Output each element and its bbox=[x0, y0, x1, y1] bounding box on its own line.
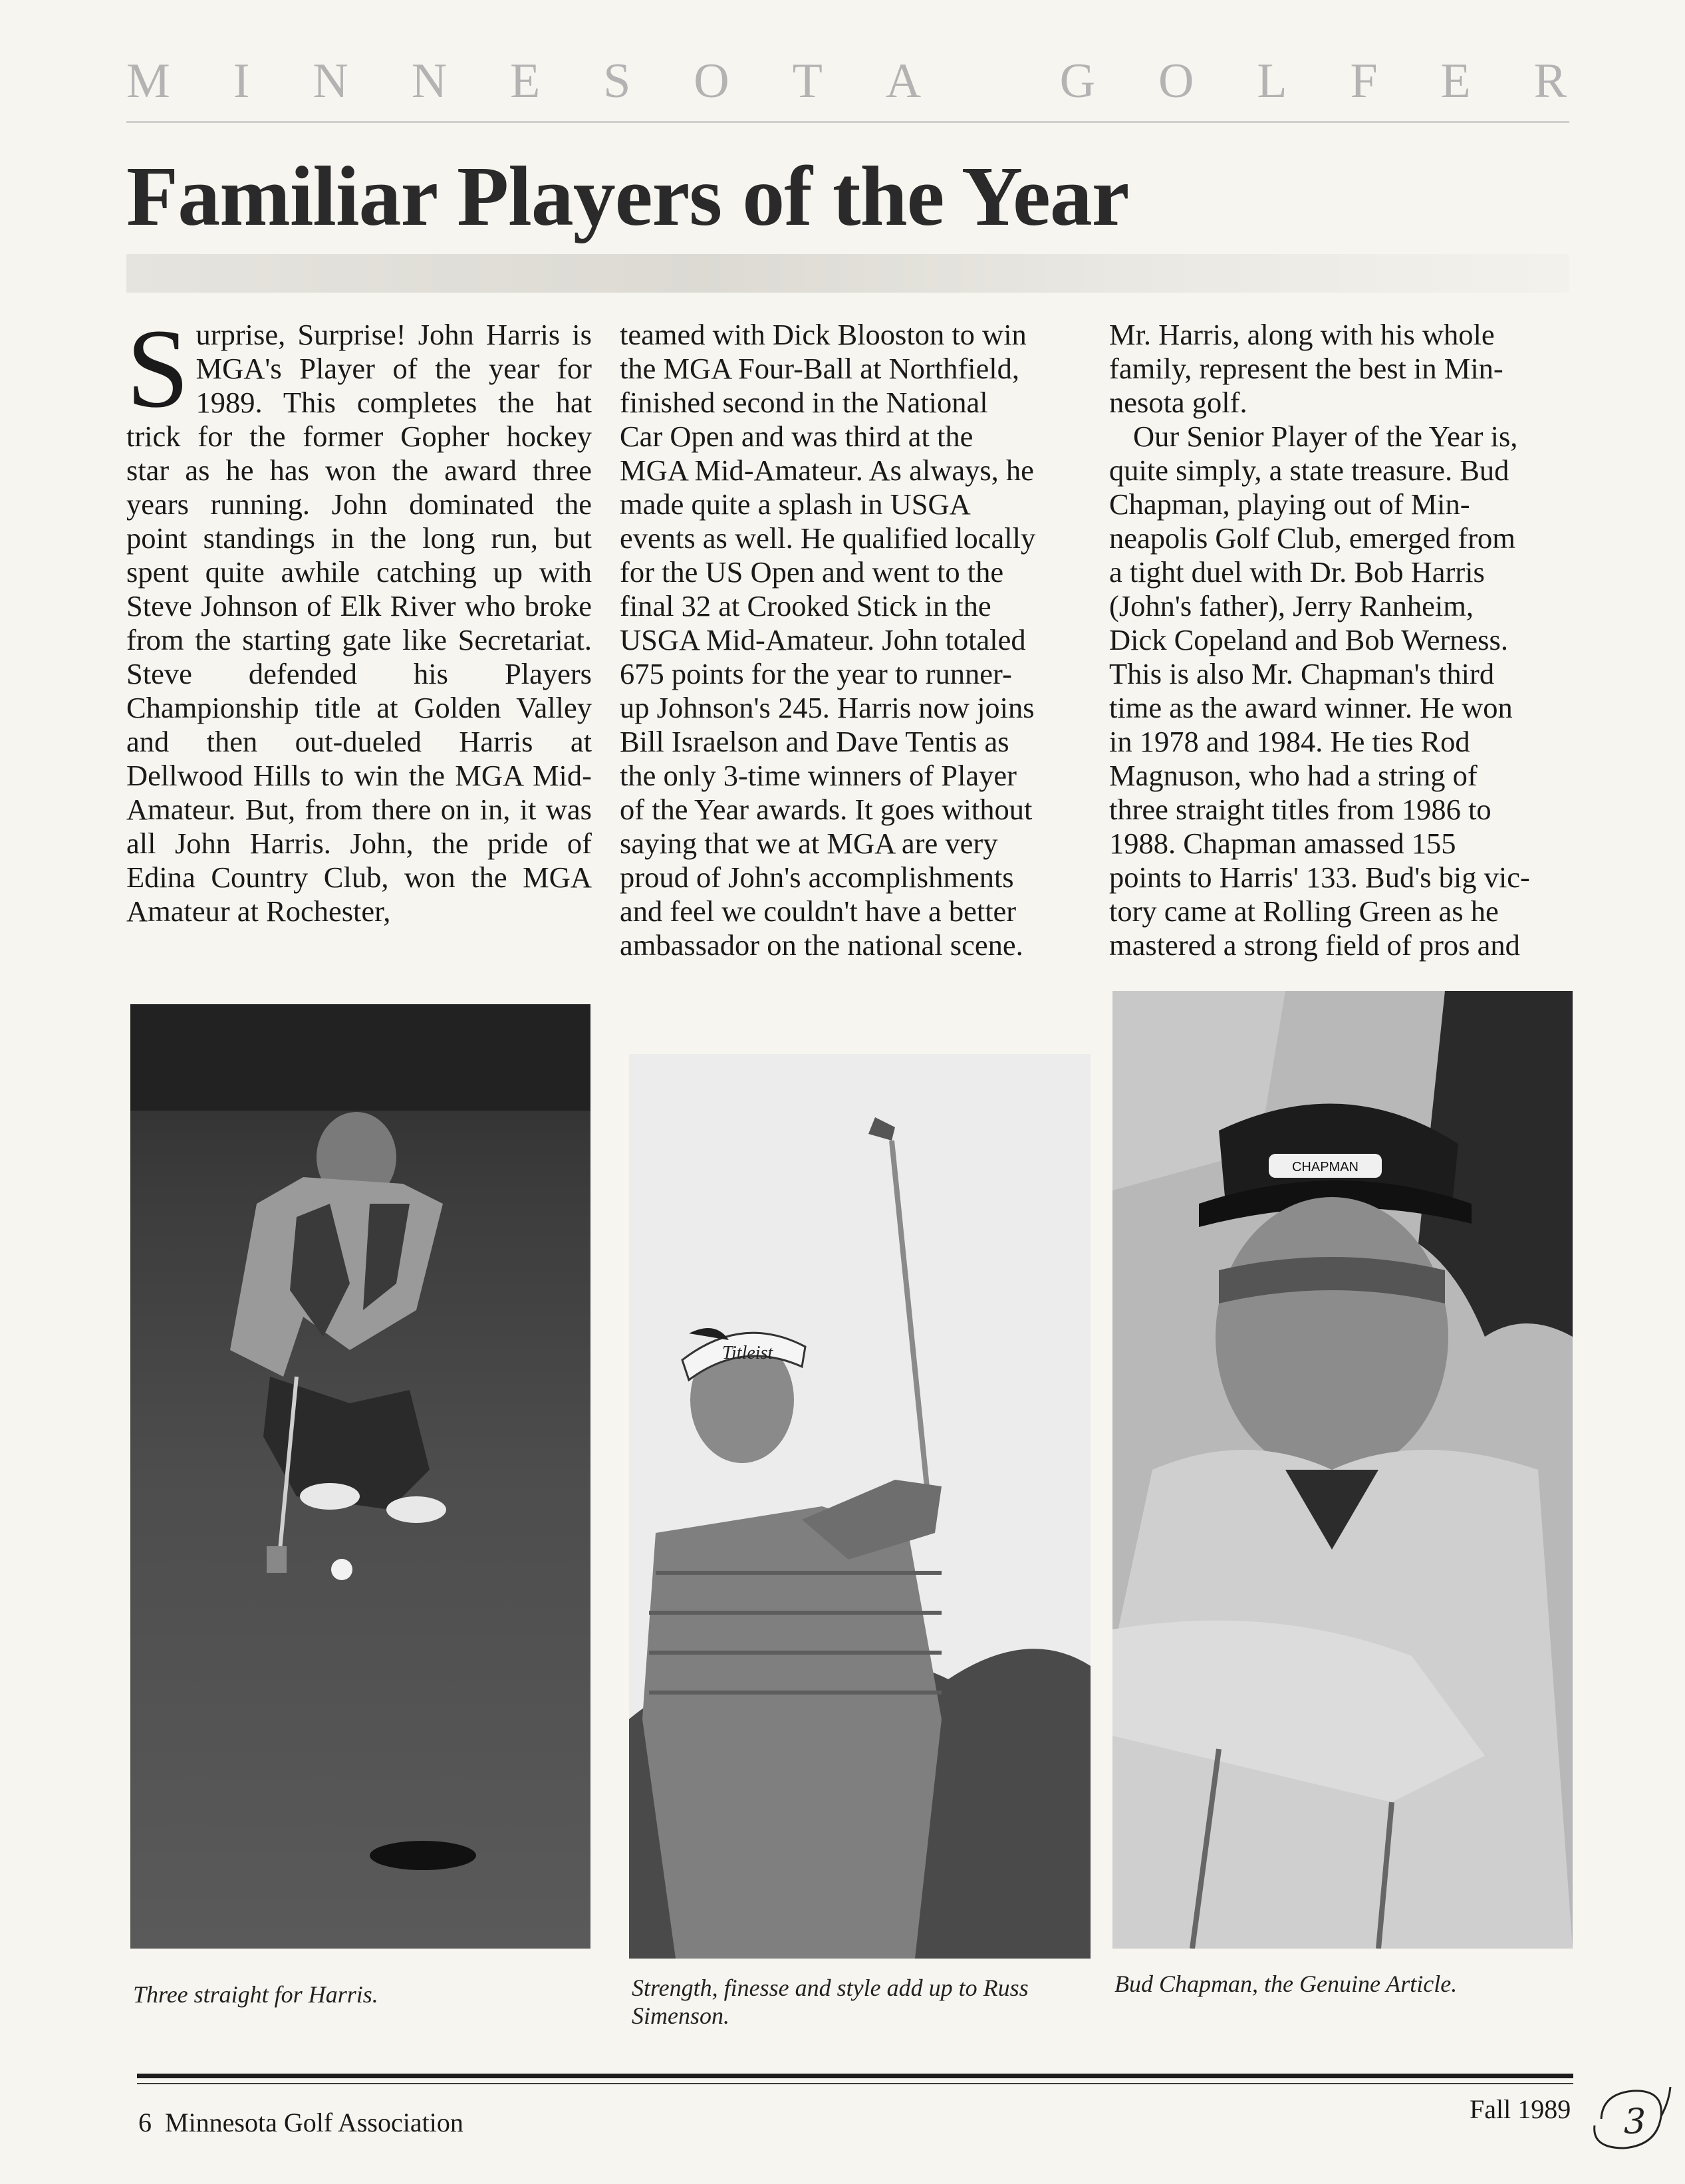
text-line: points to Harris' 133. Bud's big vic- bbox=[1109, 861, 1530, 894]
text-line: Mr. Harris, along with his whole bbox=[1109, 318, 1495, 351]
column-1-text: urprise, Surprise! John Harris is MGA's Player of the year for 1989. This completes the hat trick for the former Gopher hockey star as he has won the award three years running. John dominated the point standings in the long run, but spent quite awhile catching up with Steve Johnson of Elk River who broke from the starting gate like Secretariat. Steve defended his Players Championship title at Golden Valley and then out-dueled Harris at Dellwood Hills to win the MGA Mid-Amateur. But, from there on in, it was all John Harris. John, the pride of Edina Country Club, won the MGA Amateur at Rochester, bbox=[126, 318, 592, 928]
text-line: MGA Mid-Amateur. As always, he bbox=[620, 454, 1034, 487]
visor-text: Titleist bbox=[722, 1343, 773, 1363]
masthead-letter: F bbox=[1350, 54, 1380, 108]
article-column-3 bbox=[1109, 318, 1575, 962]
cap-text: CHAPMAN bbox=[1291, 1160, 1359, 1174]
article-headline: Familiar Players of the Year bbox=[126, 149, 1129, 243]
masthead-letter: I bbox=[233, 54, 253, 108]
text-line: time as the award winner. He won bbox=[1109, 691, 1513, 724]
masthead-letter: O bbox=[1158, 54, 1197, 108]
masthead-letter: E bbox=[510, 54, 543, 108]
page-number: 6 bbox=[138, 2108, 152, 2137]
text-line: final 32 at Crooked Stick in the bbox=[620, 589, 991, 622]
masthead bbox=[126, 53, 1569, 110]
masthead-letter: N bbox=[313, 54, 351, 108]
footer-folio bbox=[138, 2107, 463, 2138]
text-line: in 1978 and 1984. He ties Rod bbox=[1109, 725, 1470, 758]
text-line: the only 3-time winners of Player bbox=[620, 759, 1017, 792]
text-line: finished second in the National bbox=[620, 386, 988, 419]
golfer-putting-photo bbox=[130, 1004, 590, 1949]
text-line: the MGA Four-Ball at Northfield, bbox=[620, 352, 1020, 385]
text-line: tory came at Rolling Green as he bbox=[1109, 894, 1499, 928]
headline-shaded-band bbox=[126, 254, 1569, 293]
masthead-letter: S bbox=[603, 54, 634, 108]
footer-rule-thick bbox=[137, 2074, 1573, 2078]
masthead-letter: L bbox=[1257, 54, 1290, 108]
text-line: This is also Mr. Chapman's third bbox=[1109, 657, 1495, 690]
photo-caption: Bud Chapman, the Genuine Article. bbox=[1114, 1971, 1458, 1997]
golfer-swinging-photo bbox=[629, 1054, 1091, 1959]
senior-golfer-portrait-photo bbox=[1112, 991, 1573, 1949]
text-line: proud of John's accomplishments bbox=[620, 861, 1014, 894]
text-line: Car Open and was third at the bbox=[620, 420, 973, 453]
masthead-letter: N bbox=[411, 54, 450, 108]
footer-rule-thin bbox=[137, 2083, 1573, 2084]
text-line: Chapman, playing out of Min- bbox=[1109, 487, 1470, 521]
paragraph-start: Our Senior Player of the Year is, bbox=[1133, 420, 1518, 453]
masthead-letter: O bbox=[694, 54, 732, 108]
text-line: USGA Mid-Amateur. John totaled bbox=[620, 623, 1026, 656]
masthead-divider bbox=[126, 121, 1569, 123]
text-line: nesota golf. bbox=[1109, 386, 1247, 419]
masthead-letter: A bbox=[885, 54, 924, 108]
photo-caption: Strength, finesse and style add up to Russ Simenson. bbox=[632, 1975, 1029, 2029]
text-line: three straight titles from 1986 to bbox=[1109, 793, 1491, 826]
text-line: events as well. He qualified locally bbox=[620, 521, 1036, 555]
text-line: ambassador on the national scene. bbox=[620, 928, 1023, 962]
text-line: 675 points for the year to runner- bbox=[620, 657, 1012, 690]
masthead-letter: R bbox=[1533, 54, 1569, 108]
text-line: neapolis Golf Club, emerged from bbox=[1109, 521, 1515, 555]
masthead-letter: E bbox=[1440, 54, 1474, 108]
text-line: Bill Israelson and Dave Tentis as bbox=[620, 725, 1009, 758]
text-line: made quite a splash in USGA bbox=[620, 487, 971, 521]
text-line: 1988. Chapman amassed 155 bbox=[1109, 827, 1456, 860]
text-line: for the US Open and went to the bbox=[620, 555, 1004, 589]
text-line: quite simply, a state treasure. Bud bbox=[1109, 454, 1509, 487]
article-column-2 bbox=[620, 318, 1085, 962]
text-line: (John's father), Jerry Ranheim, bbox=[1109, 589, 1474, 622]
masthead-spacer bbox=[984, 53, 999, 110]
article-column-1 bbox=[126, 306, 592, 928]
text-line: a tight duel with Dr. Bob Harris bbox=[1109, 555, 1485, 589]
text-line: and feel we couldn't have a better bbox=[620, 894, 1017, 928]
text-line: mastered a strong field of pros and bbox=[1109, 928, 1520, 962]
handwritten-page-mark bbox=[1583, 2082, 1676, 2156]
masthead-letter: G bbox=[1059, 54, 1099, 108]
text-line: of the Year awards. It goes without bbox=[620, 793, 1033, 826]
masthead-letter: T bbox=[792, 54, 825, 108]
text-line: Magnuson, who had a string of bbox=[1109, 759, 1478, 792]
text-line: saying that we at MGA are very bbox=[620, 827, 998, 860]
text-line bbox=[1109, 420, 1575, 454]
issue-date: Fall 1989 bbox=[1470, 2094, 1571, 2124]
publisher-name: Minnesota Golf Association bbox=[165, 2108, 463, 2137]
masthead-letter: M bbox=[126, 54, 173, 108]
text-line: Dick Copeland and Bob Werness. bbox=[1109, 623, 1508, 656]
text-line: family, represent the best in Min- bbox=[1109, 352, 1503, 385]
text-line: teamed with Dick Blooston to win bbox=[620, 318, 1027, 351]
photo-caption: Three straight for Harris. bbox=[133, 1981, 378, 2008]
drop-cap: S bbox=[126, 306, 190, 431]
text-line: up Johnson's 245. Harris now joins bbox=[620, 691, 1035, 724]
handwritten-page-number: 3 bbox=[1624, 2102, 1646, 2142]
